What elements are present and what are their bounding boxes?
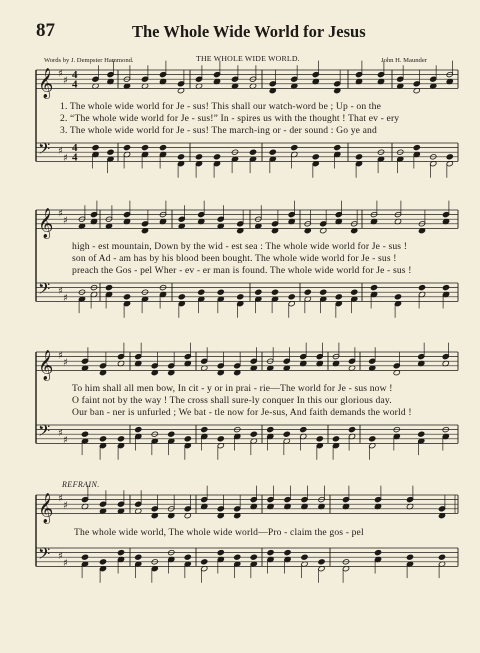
notehead [123,294,130,300]
page-number: 87 [36,20,55,41]
notehead [234,554,241,560]
notehead [335,294,342,300]
lyric-line: high - est mountain, Down by the wid - est sea : The whole wide world for Je - sus ! [72,241,408,252]
notehead [351,289,358,295]
sharp-icon: ♯ [63,153,68,165]
sharp-icon: ♯ [63,357,68,369]
notehead [348,426,355,432]
music-credit: John H. Maunder [381,57,427,64]
sharp-icon: ♯ [63,500,68,512]
lyric-line: son of Ad - am has by his blood been bought. The whole wide world for Je - sus ! [72,253,397,264]
notehead [291,144,298,150]
notehead [168,431,175,437]
notehead [269,149,276,155]
time-signature: 4 [72,69,78,82]
notehead [438,554,445,560]
notehead [369,436,376,442]
notehead [141,144,148,150]
notehead [316,436,323,442]
notehead [201,426,208,432]
notehead [300,426,307,432]
notehead [195,154,202,160]
notehead [406,554,413,560]
notehead [283,431,290,437]
words-credit: Words by J. Dempster Hammond. [44,57,134,64]
notehead [255,289,262,295]
sharp-icon: ♯ [58,350,63,362]
time-signature: 4 [72,142,78,155]
notehead [370,284,377,290]
bass-clef: 𝄢 [38,279,51,302]
notehead [320,289,327,295]
notehead [413,144,420,150]
notehead [249,149,256,155]
notehead [312,154,319,160]
treble-clef: 𝄞 [38,350,54,381]
notehead [81,554,88,560]
notehead [107,149,114,155]
sharp-icon: ♯ [63,215,68,227]
sharp-icon: ♯ [63,558,68,570]
notehead [250,554,257,560]
lyric-line: 1. The whole wide world for Je - sus! This shall our watch-word be ; Up - on the [60,101,381,112]
sharp-icon: ♯ [63,435,68,447]
notehead [217,289,224,295]
notehead [374,549,381,555]
notehead [394,294,401,300]
notehead [178,294,185,300]
lyric-line: Our ban - ner is unfurled ; We bat - tle now for Je-sus, And faith demands the world ! [72,407,412,418]
page-title: The Whole Wide World for Jesus [132,22,366,41]
notehead [418,431,425,437]
notehead [81,431,88,437]
notehead [177,154,184,160]
notehead [123,144,130,150]
notehead [442,284,449,290]
bass-clef: 𝄢 [38,139,51,162]
bass-clef: 𝄢 [38,421,51,444]
notehead [184,436,191,442]
notehead [135,554,142,560]
notehead [334,144,341,150]
notehead [201,559,208,565]
notehead [135,426,142,432]
notehead [267,549,274,555]
notehead [267,426,274,432]
treble-clef: 𝄞 [38,68,54,99]
notehead [446,154,453,160]
tune-name: THE WHOLE WIDE WORLD. [196,54,300,63]
lyric-line: 2. “The whole wide world for Je - sus!” In - spires us with the thought ! That ev - ery [60,113,400,124]
sharp-icon: ♯ [58,208,63,220]
time-signature: 4 [72,78,78,91]
notehead [117,436,124,442]
sharp-icon: ♯ [58,493,63,505]
sharp-icon: ♯ [58,146,63,158]
notehead [99,436,106,442]
sharp-icon: ♯ [58,68,63,80]
lyric-line: The whole wide world, The whole wide world—Pro - claim the gos - pel [74,527,364,538]
notehead [418,284,425,290]
refrain-label: REFRAIN. [62,480,100,489]
treble-clef: 𝄞 [38,208,54,239]
notehead [105,284,112,290]
notehead [250,431,257,437]
notehead [213,154,220,160]
sharp-icon: ♯ [63,293,68,305]
sharp-icon: ♯ [58,428,63,440]
notehead [198,289,205,295]
notehead [159,144,166,150]
sharp-icon: ♯ [58,286,63,298]
notehead [332,436,339,442]
notehead [355,154,362,160]
sharp-icon: ♯ [58,551,63,563]
sharp-icon: ♯ [63,75,68,87]
notehead [288,294,295,300]
notehead [304,289,311,295]
notehead [117,549,124,555]
notehead [217,549,224,555]
notehead [284,549,291,555]
time-signature: 4 [72,151,78,164]
notehead [301,554,308,560]
notehead [99,559,106,565]
notehead [217,436,224,442]
lyric-line: To him shall all men bow, In cit - y or in prai - rie—The world for Je - sus now ! [72,383,393,394]
notehead [184,554,191,560]
notehead [318,559,325,565]
bass-clef: 𝄢 [38,544,51,567]
treble-clef: 𝄞 [38,493,54,524]
lyric-line: 3. The whole wide world for Je - sus! The march-ing or - der sound : Go ye and [60,125,377,136]
lyric-line: O faint not by the way ! The cross shall sure-ly conquer In this our glorious day. [72,395,392,406]
notehead [271,289,278,295]
notehead [237,294,244,300]
notehead [92,144,99,150]
lyric-line: preach the Gos - pel Wher - ev - er man is found. The whole wide world for Je - sus ! [72,265,412,276]
